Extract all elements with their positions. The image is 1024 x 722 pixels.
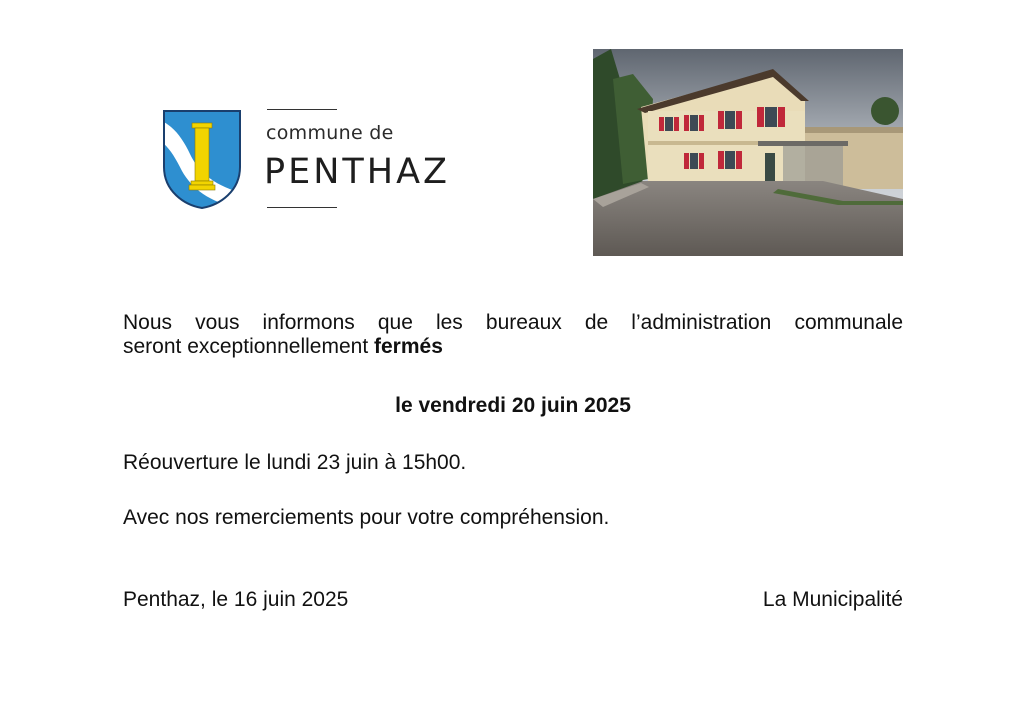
notice-intro-line1: Nous vous informons que les bureaux de l’administration communale (123, 311, 903, 334)
place-date: Penthaz, le 16 juin 2025 (123, 588, 349, 611)
notice-intro (123, 311, 903, 359)
notice-closed-word: fermés (374, 335, 443, 358)
coat-of-arms-icon (162, 109, 242, 209)
logo-rule-bottom (267, 207, 337, 208)
signature: La Municipalité (762, 588, 903, 611)
logo-rule-top (267, 109, 337, 110)
logo-commune-de: commune de (266, 122, 394, 144)
notice-intro-line2-text: seront exceptionnellement (123, 335, 374, 358)
thanks-text: Avec nos remerciements pour votre compréhension. (123, 506, 610, 529)
reopening-text: Réouverture le lundi 23 juin à 15h00. (123, 451, 467, 474)
notice-intro-line2 (123, 335, 903, 359)
logo-penthaz: PENTHAZ (264, 152, 451, 192)
closed-date: le vendredi 20 juin 2025 (395, 394, 631, 417)
town-hall-photo (593, 49, 903, 256)
commune-logo (162, 108, 462, 210)
